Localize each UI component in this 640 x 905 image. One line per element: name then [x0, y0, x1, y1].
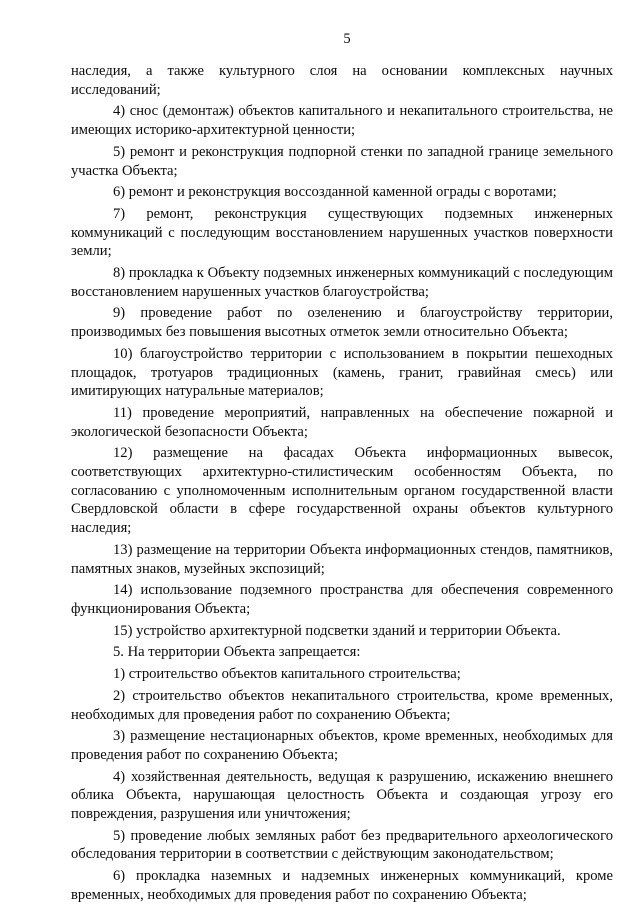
- document-paragraph: 12) размещение на фасадах Объекта информационных вывесок, соответствующих архитектурно-стилистическим особенностям Объекта, по согласованию с уполномоченным исполнительным органом государственной власти Свердловской области в сфере государственной охраны объектов культурного наследия;: [71, 445, 613, 537]
- document-paragraph: 6) прокладка наземных и надземных инженерных коммуникаций, кроме временных, необходимых для проведения работ по сохранению Объекта;: [71, 868, 613, 903]
- document-paragraph: 14) использование подземного пространства для обеспечения современного функционирования Объекта;: [71, 582, 613, 617]
- document-paragraph: 9) проведение работ по озеленению и благоустройству территории, производимых без повышения высотных отметок земли относительно Объекта;: [71, 305, 613, 341]
- document-paragraph: 5) ремонт и реконструкция подпорной стенки по западной границе земельного участка Объекта;: [71, 143, 613, 179]
- document-paragraph: 15) устройство архитектурной подсветки зданий и территории Объекта.: [113, 622, 561, 639]
- document-paragraph: 8) прокладка к Объекту подземных инженерных коммуникаций с последующим восстановлением нарушенных участков благоустройства;: [71, 265, 613, 300]
- document-paragraph: 3) размещение нестационарных объектов, кроме временных, необходимых для проведения работ по сохранению Объекта;: [71, 728, 613, 763]
- document-body: [71, 62, 613, 905]
- document-paragraph: 5) проведение любых земляных работ без предварительного археологического обследования территории в соответствии с действующим законодательством;: [71, 827, 613, 863]
- document-paragraph: 6) ремонт и реконструкция воссозданной каменной ограды с воротами;: [113, 184, 557, 201]
- document-paragraph: 11) проведение мероприятий, направленных на обеспечение пожарной и экологической безопасности Объекта;: [71, 404, 613, 440]
- document-paragraph: 7) ремонт, реконструкция существующих подземных инженерных коммуникаций с последующим восстановлением нарушенных участков поверхности земли;: [71, 205, 613, 260]
- document-paragraph: 4) снос (демонтаж) объектов капитального и некапитального строительства, не имеющих историко-архитектурной ценности;: [71, 103, 613, 139]
- page-number: 5: [343, 31, 351, 47]
- document-paragraph: наследия, а также культурного слоя на основании комплексных научных исследований;: [71, 63, 613, 98]
- document-paragraph: 1) строительство объектов капитального строительства;: [113, 666, 461, 683]
- document-paragraph: 10) благоустройство территории с использованием в покрытии пешеходных площадок, тротуаров традиционных (камень, гранит, гравийная смесь) или имитирующих натуральные материалов;: [71, 345, 613, 400]
- document-paragraph: 13) размещение на территории Объекта информационных стендов, памятников, памятных знаков, музейных экспозиций;: [71, 541, 613, 577]
- document-paragraph: 5. На территории Объекта запрещается:: [113, 644, 361, 661]
- document-paragraph: 2) строительство объектов некапитального строительства, кроме временных, необходимых для проведения работ по сохранению Объекта;: [71, 687, 613, 723]
- document-paragraph: 4) хозяйственная деятельность, ведущая к разрушению, искажению внешнего облика Объекта, нарушающая целостность Объекта и создающая угрозу его повреждения, разрушения или уничтожения;: [71, 768, 613, 823]
